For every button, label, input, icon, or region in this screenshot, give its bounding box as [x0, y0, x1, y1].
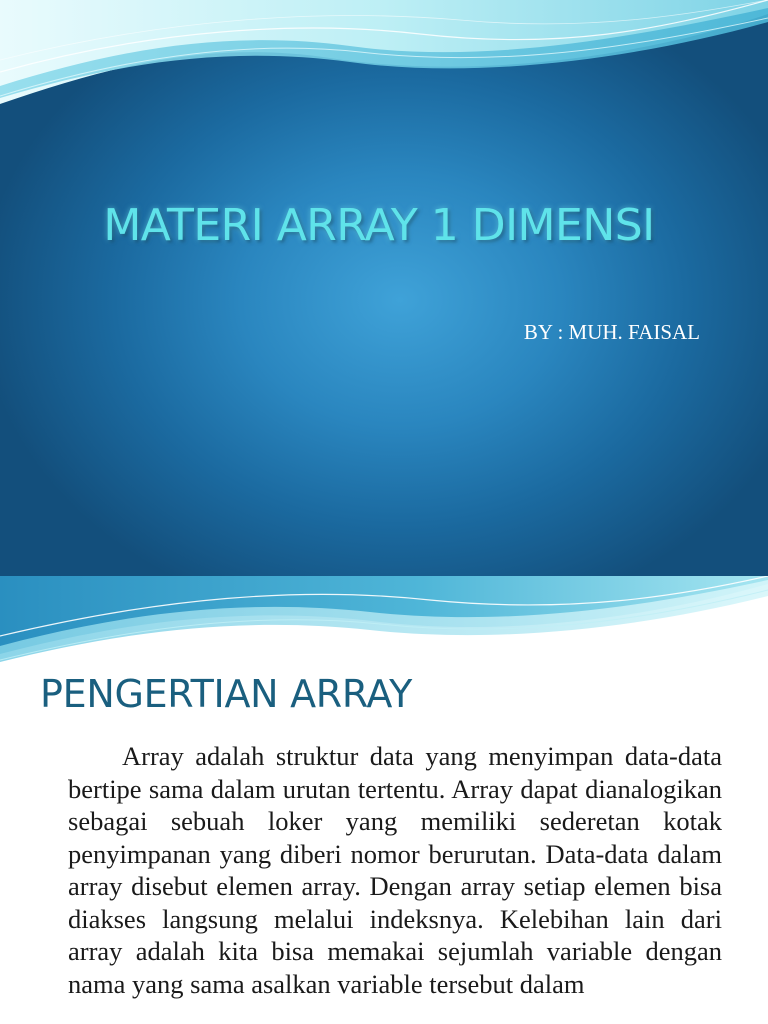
top-wave-decoration — [0, 576, 768, 668]
body-paragraph: Array adalah struktur data yang menyimpan data-data bertipe sama dalam urutan tertentu. Array dapat dianalogikan sebagai sebuah loker yang memiliki sederetan kotak penyimpanan yang diberi nomor berurutan. Data-data dalam array disebut elemen array. Dengan array setiap elemen bisa diakses langsung melalui indeksnya. Kelebihan lain dari array adalah kita bisa memakai sejumlah variable dengan nama yang sama asalkan variable tersebut dalam — [68, 741, 722, 999]
slide-author: BY : MUH. FAISAL — [523, 320, 700, 344]
slide-title: MATERI ARRAY 1 DIMENSI — [103, 200, 655, 251]
content-slide — [0, 576, 768, 1024]
top-wave-decoration — [0, 0, 768, 110]
section-heading: PENGERTIAN ARRAY — [40, 672, 413, 716]
